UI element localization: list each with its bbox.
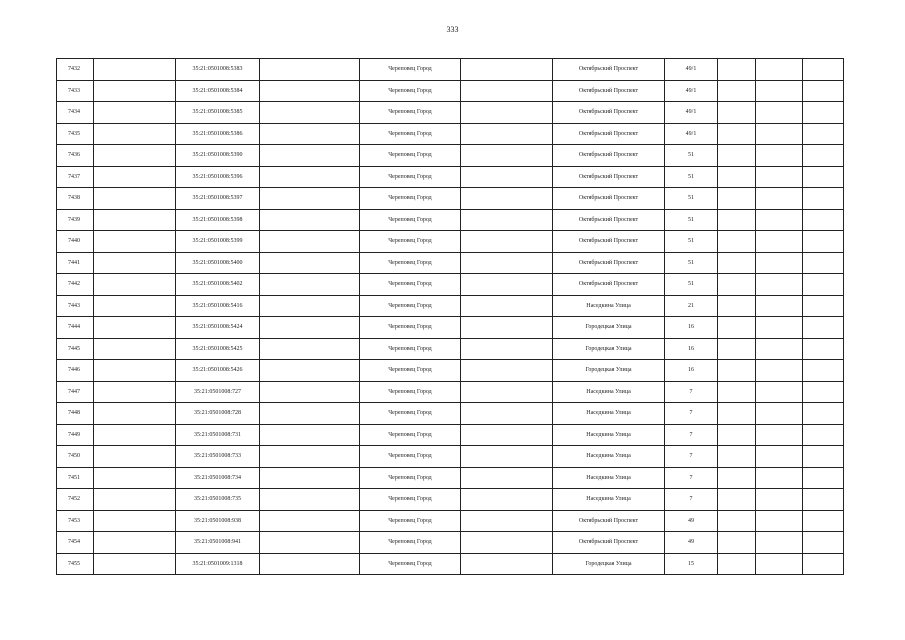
empty-cell	[94, 80, 176, 102]
street-cell: Наседкина Улица	[553, 381, 665, 403]
row-number-cell: 7434	[57, 102, 94, 124]
house-number-cell: 51	[665, 145, 718, 167]
cadastral-number-cell: 35:21:0501008:5416	[176, 295, 260, 317]
empty-cell	[260, 102, 360, 124]
empty-cell	[260, 80, 360, 102]
empty-cell	[94, 424, 176, 446]
empty-cell	[94, 446, 176, 468]
empty-cell	[94, 532, 176, 554]
empty-cell	[94, 295, 176, 317]
empty-cell	[461, 553, 553, 575]
empty-cell	[756, 252, 803, 274]
street-cell: Наседкина Улица	[553, 403, 665, 425]
row-number-cell: 7450	[57, 446, 94, 468]
table-row	[57, 59, 844, 81]
cadastral-number-cell: 35:21:0501008:938	[176, 510, 260, 532]
empty-cell	[803, 102, 844, 124]
empty-cell	[461, 209, 553, 231]
city-cell: Череповец Город	[360, 338, 461, 360]
cadastral-number-cell: 35:21:0501008:731	[176, 424, 260, 446]
street-cell: Октябрьский Проспект	[553, 532, 665, 554]
empty-cell	[260, 145, 360, 167]
empty-cell	[260, 467, 360, 489]
cadastral-number-cell: 35:21:0501008:5398	[176, 209, 260, 231]
empty-cell	[803, 188, 844, 210]
empty-cell	[803, 166, 844, 188]
empty-cell	[756, 274, 803, 296]
empty-cell	[461, 274, 553, 296]
row-number-cell: 7442	[57, 274, 94, 296]
empty-cell	[803, 123, 844, 145]
empty-cell	[461, 338, 553, 360]
street-cell: Октябрьский Проспект	[553, 510, 665, 532]
table-row	[57, 424, 844, 446]
row-number-cell: 7439	[57, 209, 94, 231]
row-number-cell: 7444	[57, 317, 94, 339]
row-number-cell: 7437	[57, 166, 94, 188]
row-number-cell: 7451	[57, 467, 94, 489]
empty-cell	[718, 553, 756, 575]
empty-cell	[803, 209, 844, 231]
table-row	[57, 166, 844, 188]
cadastral-number-cell: 35:21:0501008:734	[176, 467, 260, 489]
empty-cell	[718, 403, 756, 425]
street-cell: Городецкая Улица	[553, 338, 665, 360]
cadastral-number-cell: 35:21:0501008:5384	[176, 80, 260, 102]
empty-cell	[461, 145, 553, 167]
empty-cell	[718, 145, 756, 167]
street-cell: Октябрьский Проспект	[553, 59, 665, 81]
house-number-cell: 7	[665, 424, 718, 446]
empty-cell	[260, 424, 360, 446]
empty-cell	[718, 252, 756, 274]
empty-cell	[718, 510, 756, 532]
empty-cell	[260, 446, 360, 468]
cadastral-number-cell: 35:21:0501008:5400	[176, 252, 260, 274]
empty-cell	[461, 360, 553, 382]
table-row	[57, 467, 844, 489]
empty-cell	[260, 209, 360, 231]
city-cell: Череповец Город	[360, 317, 461, 339]
city-cell: Череповец Город	[360, 59, 461, 81]
empty-cell	[94, 102, 176, 124]
empty-cell	[718, 188, 756, 210]
empty-cell	[718, 532, 756, 554]
empty-cell	[756, 467, 803, 489]
house-number-cell: 7	[665, 446, 718, 468]
table-row	[57, 381, 844, 403]
cadastral-number-cell: 35:21:0501008:5383	[176, 59, 260, 81]
house-number-cell: 16	[665, 338, 718, 360]
street-cell: Октябрьский Проспект	[553, 80, 665, 102]
table-row	[57, 338, 844, 360]
city-cell: Череповец Город	[360, 123, 461, 145]
empty-cell	[756, 360, 803, 382]
row-number-cell: 7453	[57, 510, 94, 532]
empty-cell	[461, 80, 553, 102]
city-cell: Череповец Город	[360, 403, 461, 425]
empty-cell	[718, 381, 756, 403]
row-number-cell: 7441	[57, 252, 94, 274]
cadastral-number-cell: 35:21:0501008:733	[176, 446, 260, 468]
city-cell: Череповец Город	[360, 274, 461, 296]
empty-cell	[803, 145, 844, 167]
table-row	[57, 403, 844, 425]
city-cell: Череповец Город	[360, 252, 461, 274]
row-number-cell: 7449	[57, 424, 94, 446]
house-number-cell: 51	[665, 231, 718, 253]
house-number-cell: 49/1	[665, 123, 718, 145]
empty-cell	[94, 510, 176, 532]
empty-cell	[461, 381, 553, 403]
empty-cell	[461, 252, 553, 274]
empty-cell	[260, 188, 360, 210]
cadastral-number-cell: 35:21:0501008:941	[176, 532, 260, 554]
empty-cell	[756, 188, 803, 210]
house-number-cell: 49	[665, 532, 718, 554]
empty-cell	[461, 489, 553, 511]
house-number-cell: 49	[665, 510, 718, 532]
empty-cell	[718, 467, 756, 489]
empty-cell	[718, 166, 756, 188]
house-number-cell: 7	[665, 467, 718, 489]
empty-cell	[756, 295, 803, 317]
empty-cell	[756, 102, 803, 124]
city-cell: Череповец Город	[360, 467, 461, 489]
empty-cell	[461, 532, 553, 554]
empty-cell	[756, 145, 803, 167]
empty-cell	[260, 123, 360, 145]
empty-cell	[756, 553, 803, 575]
table-row	[57, 231, 844, 253]
empty-cell	[94, 166, 176, 188]
empty-cell	[756, 80, 803, 102]
house-number-cell: 51	[665, 274, 718, 296]
empty-cell	[718, 123, 756, 145]
empty-cell	[718, 446, 756, 468]
empty-cell	[461, 510, 553, 532]
table-row	[57, 532, 844, 554]
street-cell: Октябрьский Проспект	[553, 231, 665, 253]
empty-cell	[461, 467, 553, 489]
empty-cell	[260, 252, 360, 274]
empty-cell	[803, 553, 844, 575]
table-row	[57, 145, 844, 167]
table-row	[57, 188, 844, 210]
empty-cell	[718, 80, 756, 102]
empty-cell	[756, 424, 803, 446]
empty-cell	[94, 338, 176, 360]
empty-cell	[803, 489, 844, 511]
house-number-cell: 7	[665, 403, 718, 425]
city-cell: Череповец Город	[360, 424, 461, 446]
house-number-cell: 16	[665, 360, 718, 382]
street-cell: Октябрьский Проспект	[553, 252, 665, 274]
empty-cell	[260, 295, 360, 317]
row-number-cell: 7436	[57, 145, 94, 167]
empty-cell	[94, 145, 176, 167]
city-cell: Череповец Город	[360, 209, 461, 231]
empty-cell	[718, 209, 756, 231]
empty-cell	[260, 360, 360, 382]
street-cell: Наседкина Улица	[553, 295, 665, 317]
empty-cell	[803, 403, 844, 425]
empty-cell	[803, 231, 844, 253]
street-cell: Октябрьский Проспект	[553, 274, 665, 296]
street-cell: Октябрьский Проспект	[553, 188, 665, 210]
page-number: 333	[446, 25, 459, 34]
city-cell: Череповец Город	[360, 102, 461, 124]
city-cell: Череповец Город	[360, 80, 461, 102]
empty-cell	[803, 381, 844, 403]
empty-cell	[260, 489, 360, 511]
cadastral-number-cell: 35:21:0501008:5396	[176, 166, 260, 188]
table-row	[57, 510, 844, 532]
street-cell: Городецкая Улица	[553, 317, 665, 339]
empty-cell	[94, 209, 176, 231]
cadastral-number-cell: 35:21:0501008:5402	[176, 274, 260, 296]
house-number-cell: 16	[665, 317, 718, 339]
cadastral-number-cell: 35:21:0501008:5390	[176, 145, 260, 167]
row-number-cell: 7440	[57, 231, 94, 253]
city-cell: Череповец Город	[360, 295, 461, 317]
table-row	[57, 317, 844, 339]
house-number-cell: 7	[665, 381, 718, 403]
empty-cell	[803, 424, 844, 446]
row-number-cell: 7448	[57, 403, 94, 425]
cadastral-number-cell: 35:21:0501008:5426	[176, 360, 260, 382]
street-cell: Городецкая Улица	[553, 553, 665, 575]
empty-cell	[756, 59, 803, 81]
table-row	[57, 209, 844, 231]
empty-cell	[260, 338, 360, 360]
empty-cell	[461, 188, 553, 210]
empty-cell	[461, 102, 553, 124]
empty-cell	[260, 166, 360, 188]
house-number-cell: 15	[665, 553, 718, 575]
empty-cell	[718, 360, 756, 382]
city-cell: Череповец Город	[360, 188, 461, 210]
empty-cell	[803, 80, 844, 102]
empty-cell	[461, 446, 553, 468]
empty-cell	[718, 59, 756, 81]
city-cell: Череповец Город	[360, 360, 461, 382]
cadastral-number-cell: 35:21:0501009:1318	[176, 553, 260, 575]
empty-cell	[803, 295, 844, 317]
empty-cell	[94, 252, 176, 274]
cadastral-number-cell: 35:21:0501008:5397	[176, 188, 260, 210]
empty-cell	[260, 403, 360, 425]
empty-cell	[94, 360, 176, 382]
street-cell: Октябрьский Проспект	[553, 145, 665, 167]
city-cell: Череповец Город	[360, 166, 461, 188]
cadastral-number-cell: 35:21:0501008:727	[176, 381, 260, 403]
row-number-cell: 7432	[57, 59, 94, 81]
street-cell: Наседкина Улица	[553, 489, 665, 511]
street-cell: Городецкая Улица	[553, 360, 665, 382]
empty-cell	[756, 532, 803, 554]
cadastral-number-cell: 35:21:0501008:5386	[176, 123, 260, 145]
table-row	[57, 123, 844, 145]
empty-cell	[756, 338, 803, 360]
empty-cell	[94, 403, 176, 425]
empty-cell	[94, 467, 176, 489]
table-row	[57, 252, 844, 274]
registry-table	[56, 58, 844, 575]
empty-cell	[94, 553, 176, 575]
empty-cell	[756, 381, 803, 403]
row-number-cell: 7435	[57, 123, 94, 145]
empty-cell	[94, 59, 176, 81]
empty-cell	[718, 274, 756, 296]
empty-cell	[756, 403, 803, 425]
empty-cell	[94, 188, 176, 210]
empty-cell	[94, 274, 176, 296]
street-cell: Октябрьский Проспект	[553, 102, 665, 124]
row-number-cell: 7452	[57, 489, 94, 511]
table-row	[57, 295, 844, 317]
city-cell: Череповец Город	[360, 510, 461, 532]
table-row	[57, 102, 844, 124]
city-cell: Череповец Город	[360, 231, 461, 253]
empty-cell	[461, 295, 553, 317]
table-row	[57, 446, 844, 468]
empty-cell	[803, 274, 844, 296]
empty-cell	[756, 231, 803, 253]
city-cell: Череповец Город	[360, 145, 461, 167]
table-row	[57, 489, 844, 511]
empty-cell	[756, 166, 803, 188]
empty-cell	[260, 59, 360, 81]
cadastral-number-cell: 35:21:0501008:735	[176, 489, 260, 511]
street-cell: Наседкина Улица	[553, 446, 665, 468]
empty-cell	[756, 489, 803, 511]
house-number-cell: 7	[665, 489, 718, 511]
empty-cell	[260, 381, 360, 403]
house-number-cell: 21	[665, 295, 718, 317]
house-number-cell: 51	[665, 209, 718, 231]
city-cell: Череповец Город	[360, 446, 461, 468]
house-number-cell: 49/1	[665, 80, 718, 102]
empty-cell	[94, 123, 176, 145]
city-cell: Череповец Город	[360, 553, 461, 575]
table-row	[57, 360, 844, 382]
empty-cell	[461, 123, 553, 145]
empty-cell	[756, 123, 803, 145]
house-number-cell: 51	[665, 188, 718, 210]
street-cell: Наседкина Улица	[553, 467, 665, 489]
city-cell: Череповец Город	[360, 532, 461, 554]
empty-cell	[461, 166, 553, 188]
row-number-cell: 7447	[57, 381, 94, 403]
empty-cell	[803, 317, 844, 339]
empty-cell	[718, 102, 756, 124]
empty-cell	[718, 424, 756, 446]
empty-cell	[260, 317, 360, 339]
empty-cell	[260, 274, 360, 296]
table-row	[57, 80, 844, 102]
empty-cell	[756, 209, 803, 231]
empty-cell	[803, 510, 844, 532]
house-number-cell: 51	[665, 252, 718, 274]
empty-cell	[718, 317, 756, 339]
empty-cell	[260, 510, 360, 532]
empty-cell	[718, 295, 756, 317]
city-cell: Череповец Город	[360, 489, 461, 511]
house-number-cell: 51	[665, 166, 718, 188]
row-number-cell: 7454	[57, 532, 94, 554]
empty-cell	[94, 489, 176, 511]
city-cell: Череповец Город	[360, 381, 461, 403]
row-number-cell: 7446	[57, 360, 94, 382]
row-number-cell: 7438	[57, 188, 94, 210]
empty-cell	[94, 317, 176, 339]
empty-cell	[718, 338, 756, 360]
row-number-cell: 7433	[57, 80, 94, 102]
row-number-cell: 7445	[57, 338, 94, 360]
cadastral-number-cell: 35:21:0501008:5425	[176, 338, 260, 360]
street-cell: Октябрьский Проспект	[553, 209, 665, 231]
empty-cell	[803, 338, 844, 360]
empty-cell	[461, 231, 553, 253]
empty-cell	[718, 489, 756, 511]
empty-cell	[718, 231, 756, 253]
empty-cell	[756, 317, 803, 339]
empty-cell	[803, 446, 844, 468]
empty-cell	[461, 403, 553, 425]
street-cell: Наседкина Улица	[553, 424, 665, 446]
cadastral-number-cell: 35:21:0501008:5424	[176, 317, 260, 339]
house-number-cell: 49/1	[665, 102, 718, 124]
empty-cell	[260, 553, 360, 575]
empty-cell	[461, 59, 553, 81]
empty-cell	[260, 231, 360, 253]
table-row	[57, 274, 844, 296]
cadastral-number-cell: 35:21:0501008:5399	[176, 231, 260, 253]
empty-cell	[803, 360, 844, 382]
empty-cell	[803, 532, 844, 554]
empty-cell	[803, 467, 844, 489]
table-row	[57, 553, 844, 575]
row-number-cell: 7443	[57, 295, 94, 317]
house-number-cell: 49/1	[665, 59, 718, 81]
empty-cell	[803, 252, 844, 274]
empty-cell	[94, 381, 176, 403]
empty-cell	[756, 446, 803, 468]
street-cell: Октябрьский Проспект	[553, 123, 665, 145]
street-cell: Октябрьский Проспект	[553, 166, 665, 188]
empty-cell	[756, 510, 803, 532]
empty-cell	[260, 532, 360, 554]
empty-cell	[461, 317, 553, 339]
registry-table-body	[57, 59, 844, 575]
empty-cell	[94, 231, 176, 253]
empty-cell	[461, 424, 553, 446]
empty-cell	[803, 59, 844, 81]
row-number-cell: 7455	[57, 553, 94, 575]
cadastral-number-cell: 35:21:0501008:728	[176, 403, 260, 425]
cadastral-number-cell: 35:21:0501008:5385	[176, 102, 260, 124]
